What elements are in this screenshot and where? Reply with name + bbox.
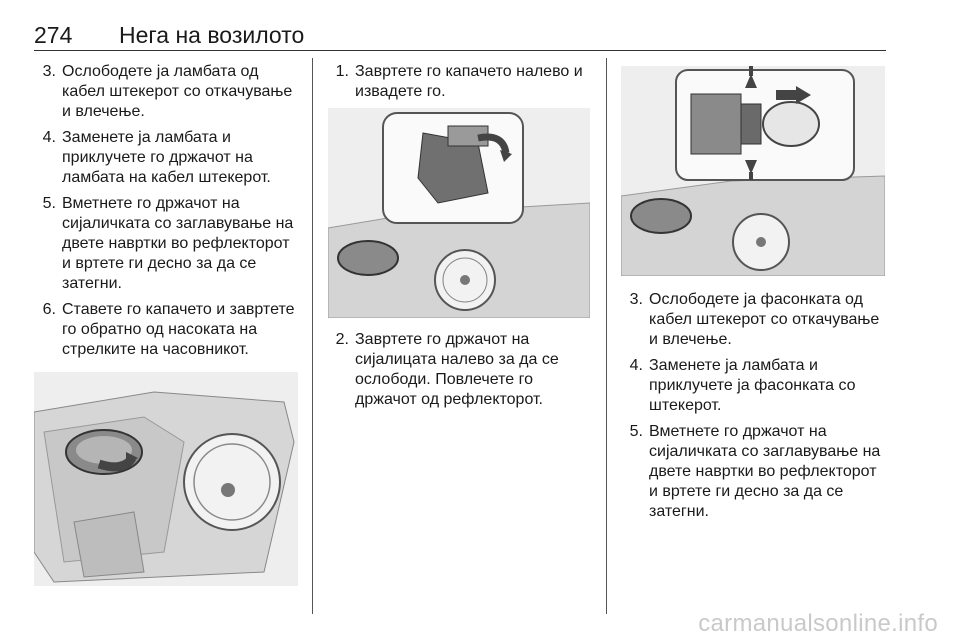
headlamp-cap-figure xyxy=(34,372,298,586)
step-number: 5. xyxy=(42,195,56,212)
header-rule xyxy=(34,50,886,51)
column-divider-1 xyxy=(312,58,313,614)
step-text: Вметнете го држачот на сијаличката со заглавување на двете навртки во рефлекторот и вртете ги десно за да се затегни. xyxy=(649,423,881,520)
step-item xyxy=(621,422,887,522)
bulb-socket-illustration xyxy=(621,66,885,276)
bulb-socket-figure xyxy=(621,66,885,276)
step-item xyxy=(621,290,887,350)
headlamp-cap-illustration xyxy=(34,372,298,586)
step-item xyxy=(327,62,599,102)
left-column xyxy=(34,62,302,394)
step-number: 2. xyxy=(335,331,349,348)
column-divider-2 xyxy=(606,58,607,614)
step-item xyxy=(621,356,887,416)
step-item xyxy=(327,330,599,410)
step-number: 5. xyxy=(629,423,643,440)
step-text: Заменете ја ламбата и приклучете го држачот на ламбата на кабел штекерот. xyxy=(62,129,271,186)
middle-column xyxy=(327,62,599,108)
step-text: Завртете го држачот на сијалицата налево за да се ослободи. Повлечете го држачот од рефлекторот. xyxy=(355,331,559,408)
page-title: Нега на возилото xyxy=(119,22,305,48)
watermark: carmanualsonline.info xyxy=(698,610,938,637)
right-column xyxy=(621,290,887,528)
step-text: Ставете го капачето и завртете го обратно од насоката на стрелките на часовникот. xyxy=(62,301,295,358)
step-text: Ослободете ја ламбата од кабел штекерот со откачување и влечење. xyxy=(62,63,293,120)
step-number: 6. xyxy=(42,301,56,318)
step-number: 1. xyxy=(335,63,349,80)
bulb-holder-illustration xyxy=(328,108,590,318)
page-number: 274 xyxy=(34,22,73,48)
step-number: 3. xyxy=(42,63,56,80)
page-header xyxy=(34,22,886,52)
step-text: Вметнете го држачот на сијаличката со заглавување на двете навртки во рефлекторот и вртете ги десно за да се затегни. xyxy=(62,195,294,292)
step-number: 4. xyxy=(42,129,56,146)
step-text: Заменете ја ламбата и приклучете ја фасонката со штекерот. xyxy=(649,357,856,414)
step-item xyxy=(34,300,302,360)
step-number: 4. xyxy=(629,357,643,374)
step-item xyxy=(34,128,302,188)
step-item xyxy=(34,194,302,294)
middle-column-lower xyxy=(327,330,599,416)
step-item xyxy=(34,62,302,122)
step-text: Ослободете ја фасонката од кабел штекерот со откачување и влечење. xyxy=(649,291,880,348)
step-text: Завртете го капачето налево и извадете го. xyxy=(355,63,583,100)
step-number: 3. xyxy=(629,291,643,308)
bulb-holder-figure xyxy=(328,108,590,318)
